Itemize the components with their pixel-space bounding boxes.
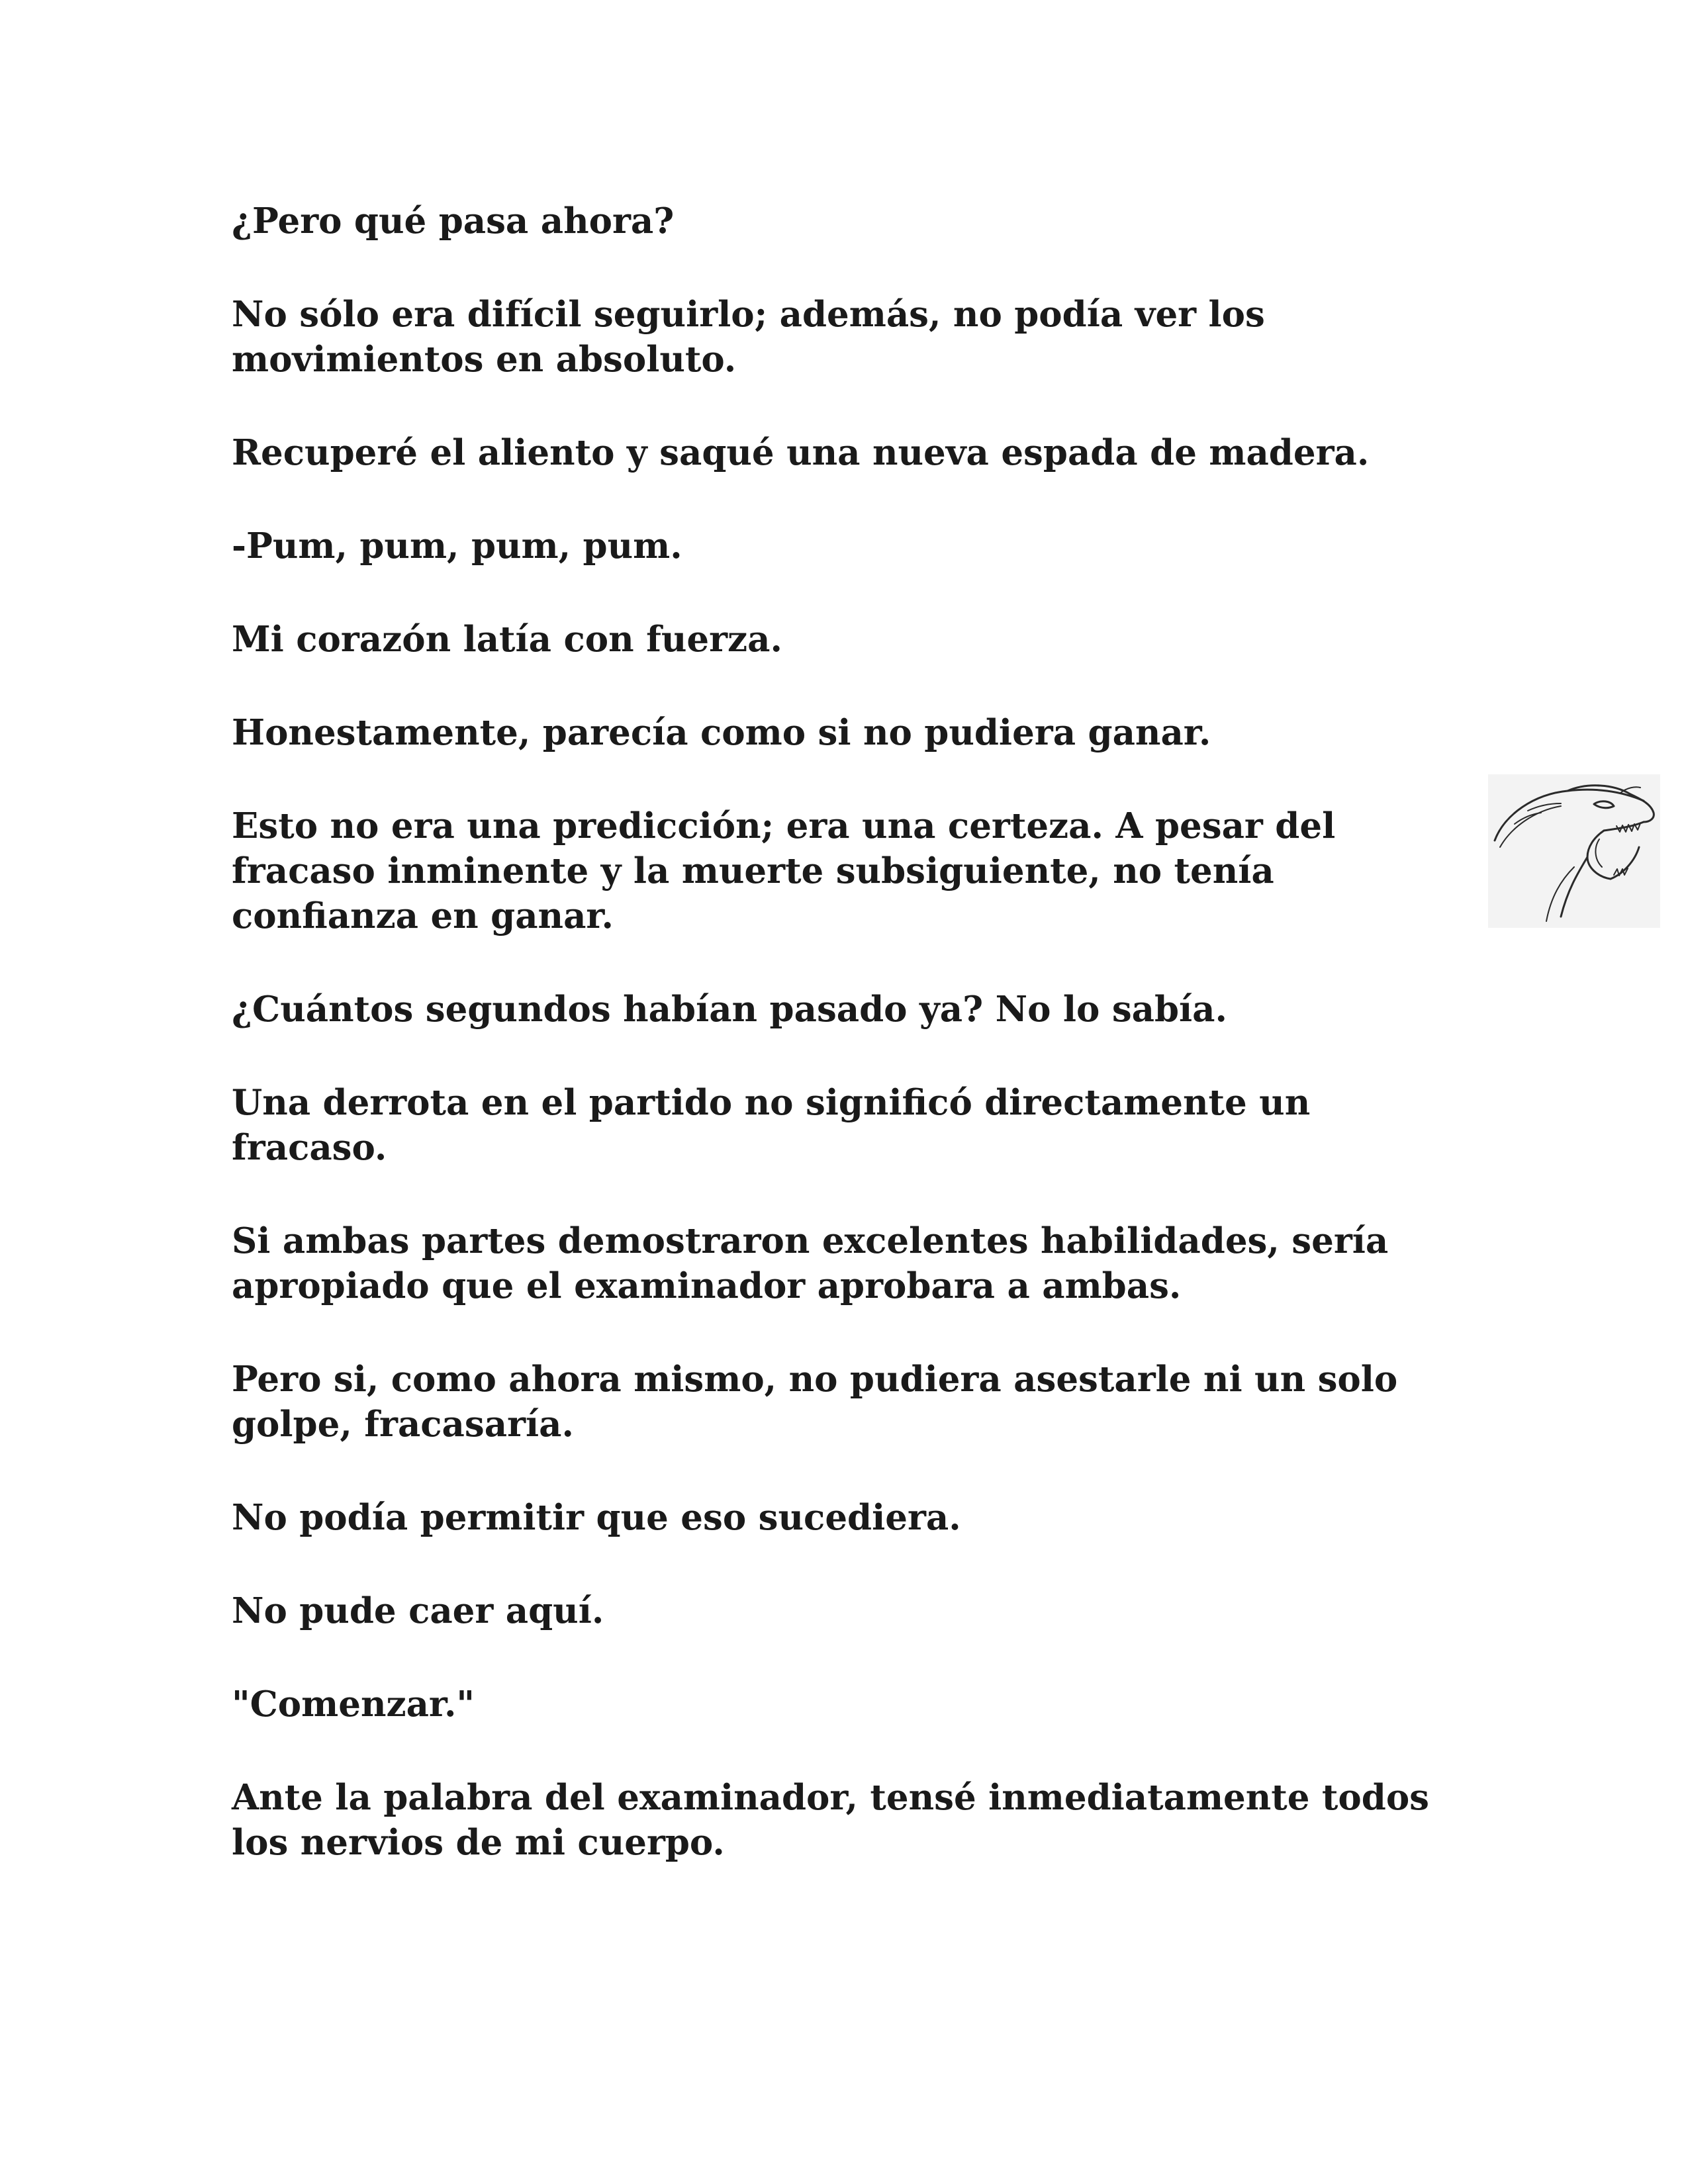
paragraph: Una derrota en el partido no significó directamente un fracaso. [232,1082,1311,1168]
paragraph: Pero si, como ahora mismo, no pudiera asestarle ni un solo golpe, fracasaría. [232,1359,1398,1445]
paragraph: Ante la palabra del examinador, tensé inmediatamente todos los nervios de mi cuerpo. [232,1777,1430,1863]
dinosaur-head-icon [1488,774,1660,928]
paragraph: No sólo era difícil seguirlo; además, no podía ver los movimientos en absoluto. [232,294,1265,380]
paragraph: Esto no era una predicción; era una certeza. A pesar del fracaso inminente y la muerte subsiguiente, no tenía confianza en ganar. [232,805,1336,936]
paragraph: Honestamente, parecía como si no pudiera ganar. [232,712,1211,753]
paragraph: "Comenzar." [232,1684,475,1725]
paragraph: Mi corazón latía con fuerza. [232,619,782,660]
paragraph: -Pum, pum, pum, pum. [232,525,682,567]
body-text [232,199,1489,1913]
paragraph: Si ambas partes demostraron excelentes habilidades, sería apropiado que el examinador aprobara a ambas. [232,1220,1389,1306]
paragraph: ¿Cuántos segundos habían pasado ya? No lo sabía. [232,989,1227,1030]
paragraph: No pude caer aquí. [232,1590,604,1631]
paragraph: Recuperé el aliento y saqué una nueva espada de madera. [232,432,1370,473]
paragraph: ¿Pero qué pasa ahora? [232,201,675,242]
paragraph: No podía permitir que eso sucediera. [232,1497,961,1538]
